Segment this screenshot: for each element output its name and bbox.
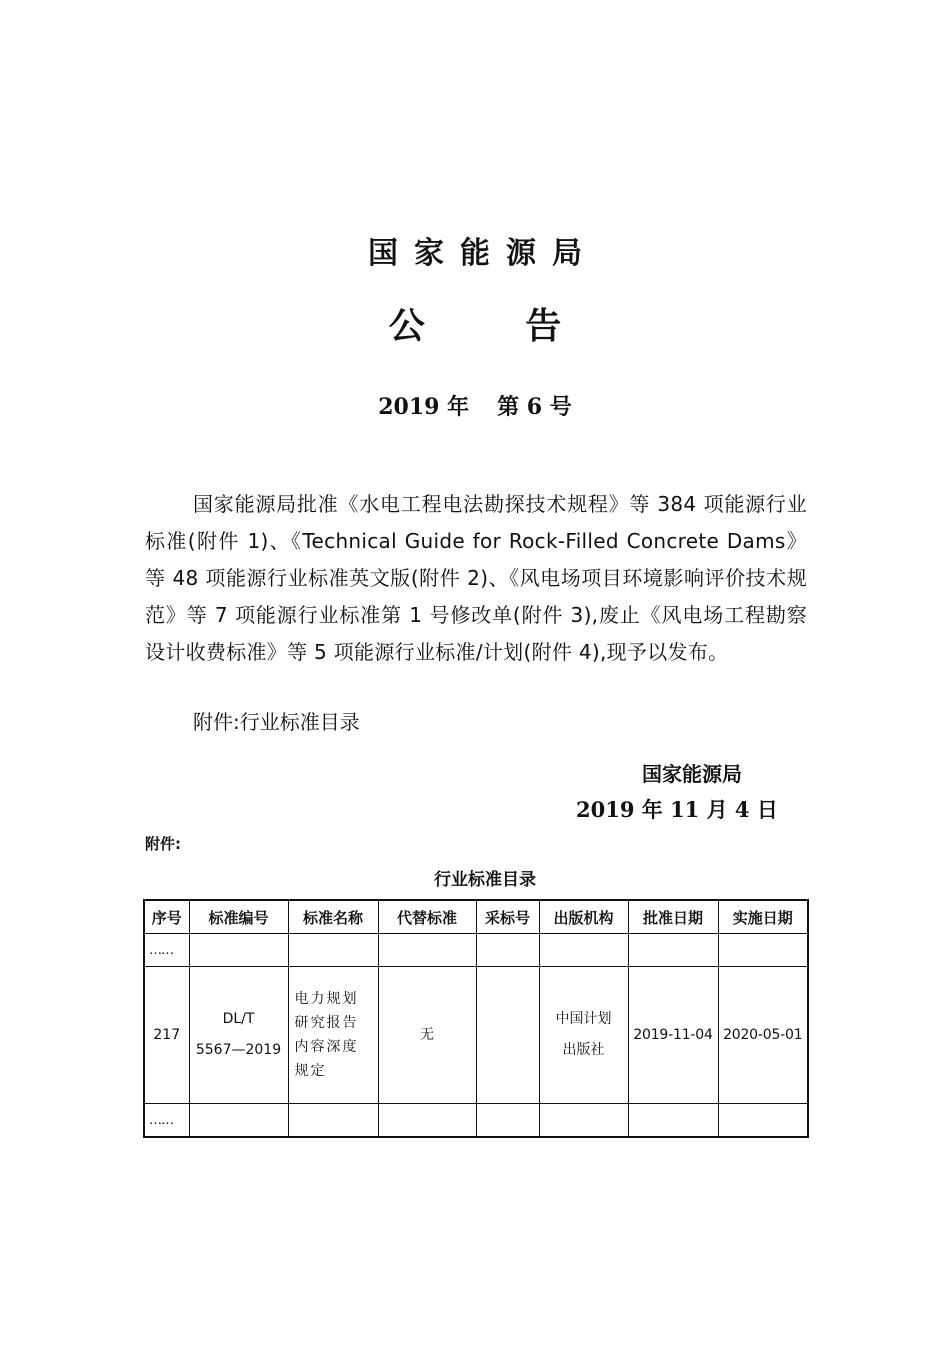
column-header: 标准名称 xyxy=(288,900,378,934)
column-header: 标准编号 xyxy=(189,900,288,934)
table-header-row xyxy=(144,900,808,934)
standard-code-number: 5567—2019 xyxy=(195,1042,282,1058)
row-index: 217 xyxy=(144,967,189,1104)
signature-date: 2019 年 11 月 4 日 xyxy=(576,797,778,822)
document-title: 公 告 xyxy=(388,306,606,347)
standard-code-prefix: DL/T xyxy=(222,1011,255,1027)
document-number xyxy=(0,390,950,421)
standard-code xyxy=(189,967,288,1104)
table-row-ellipsis xyxy=(144,934,808,967)
adopted-standard xyxy=(476,967,539,1104)
table-row xyxy=(144,967,808,1104)
ellipsis-cell: …… xyxy=(144,934,189,967)
attachment-reference: 附件:行业标准目录 xyxy=(193,710,360,734)
column-header: 批准日期 xyxy=(628,900,718,934)
publisher-line-1: 中国计划 xyxy=(555,1011,612,1027)
signature-organization: 国家能源局 xyxy=(642,762,742,786)
column-header: 实施日期 xyxy=(718,900,808,934)
column-header: 出版机构 xyxy=(539,900,628,934)
table-row-ellipsis xyxy=(144,1104,808,1138)
standard-name: 电力规划研究报告内容深度规定 xyxy=(288,967,378,1104)
standards-table xyxy=(143,899,809,1138)
column-header: 采标号 xyxy=(476,900,539,934)
announcement-body: 国家能源局批准《水电工程电法勘探技术规程》等 384 项能源行业标准(附件 1)、《Technical Guide for Rock-Filled Concrete Dams》等 48 项能源行业标准英文版(附件 2)、《风电场项目环境影响评价技术规范》等 7 项能源行业标准第 1 号修改单(附件 3),废止《风电场工程勘察设计收费标准》等 5 项能源行业标准/计划(附件 4),现予以发布。 xyxy=(145,492,807,664)
attachment-label: 附件: xyxy=(145,835,181,853)
approval-date: 2019-11-04 xyxy=(628,967,718,1104)
column-header: 代替标准 xyxy=(378,900,476,934)
issuer-title: 国家能源局 xyxy=(368,236,598,271)
publisher xyxy=(539,967,628,1104)
column-header: 序号 xyxy=(144,900,189,934)
ellipsis-cell: …… xyxy=(144,1104,189,1138)
catalog-title: 行业标准目录 xyxy=(434,870,536,890)
publisher-line-2: 出版社 xyxy=(562,1042,605,1058)
document-issue-number: 第 6 号 xyxy=(497,394,572,420)
replaced-standard: 无 xyxy=(378,967,476,1104)
effective-date: 2020-05-01 xyxy=(718,967,808,1104)
document-year: 2019 年 xyxy=(378,394,470,420)
